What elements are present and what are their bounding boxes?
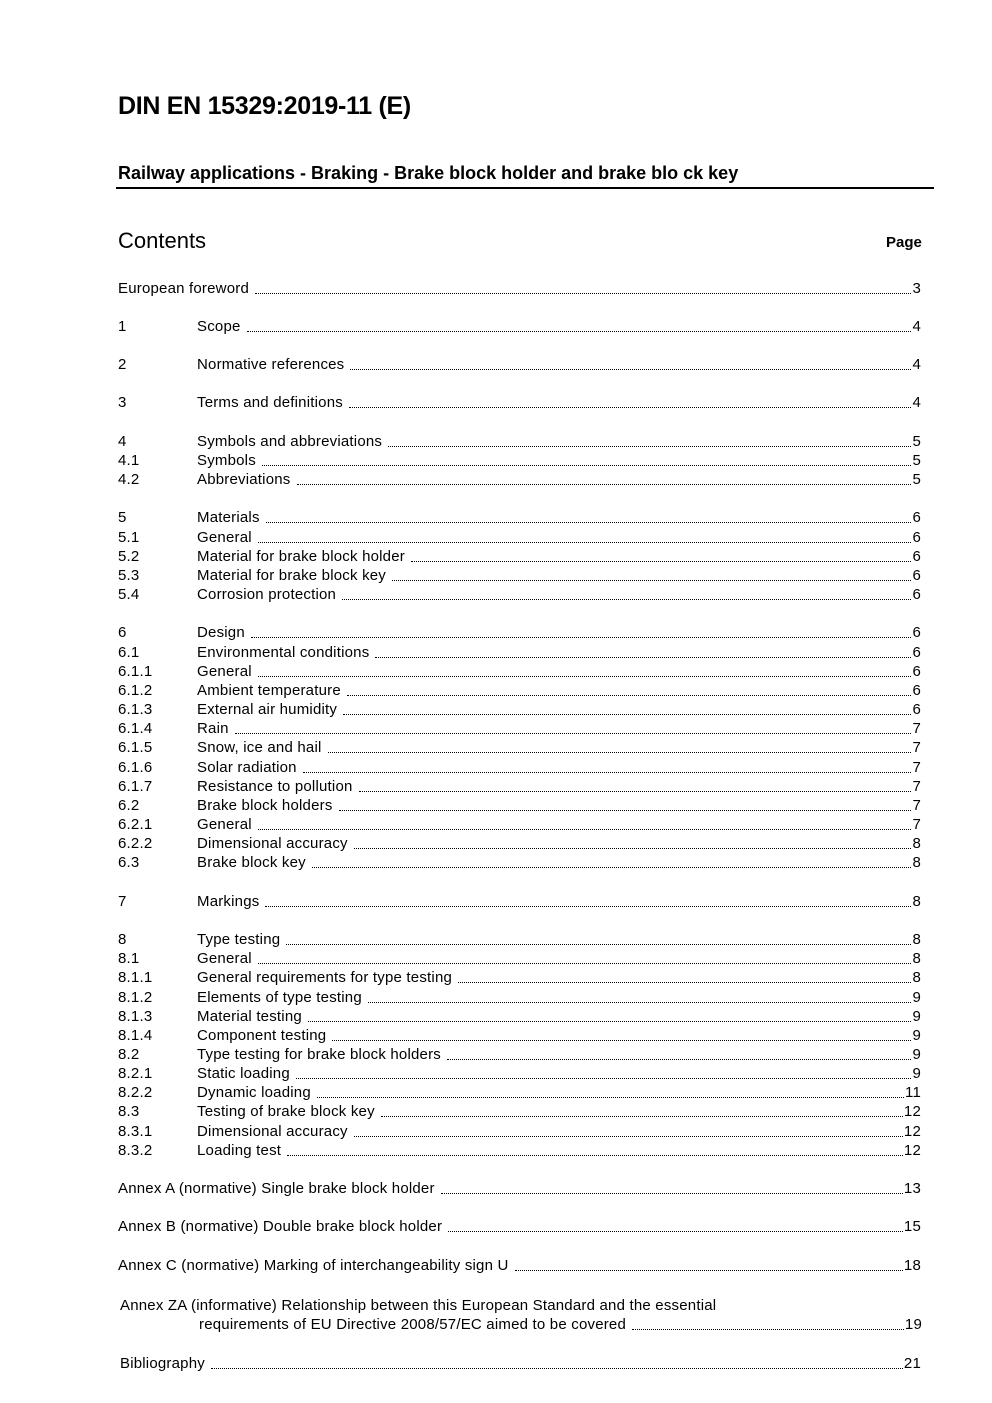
toc-entry-number: 8.2.2 [118,1084,153,1101]
toc-entry-text: Terms and definitions [197,394,343,411]
dot-leader [266,522,912,523]
document-id: DIN EN 15329:2019-11 (E) [118,92,411,120]
toc-entry-number: 6.3 [118,854,140,871]
toc-entry-page: 6 [912,548,921,565]
dot-leader [347,695,912,696]
toc-entry-number: 6.2 [118,797,140,814]
dot-leader [251,637,912,638]
toc-entry-number: 6.1.3 [118,701,153,718]
toc-entry[interactable] [118,949,921,969]
toc-entry-number: 6.1.2 [118,682,153,699]
toc-entry-annex-za-continuation[interactable] [199,1315,922,1335]
toc-entry-page: 6 [912,529,921,546]
toc-entry-page: 8 [912,854,921,871]
toc-entry[interactable] [118,930,921,950]
toc-entry-text: Symbols [197,452,256,469]
dot-leader [368,1002,912,1003]
toc-entry-number: 6.1 [118,644,140,661]
dot-leader [354,1136,903,1137]
dot-leader [247,331,912,332]
toc-entry-number: 7 [118,893,127,910]
dot-leader [441,1193,903,1194]
toc-entry-text: Brake block holders [197,797,333,814]
toc-entry[interactable] [118,547,921,567]
toc-entry-text: Dynamic loading [197,1084,311,1101]
toc-entry-page: 8 [912,931,921,948]
toc-entry[interactable] [118,470,921,490]
toc-entry-page: 9 [912,1008,921,1025]
toc-entry-text: requirements of EU Directive 2008/57/EC aimed to be covered [199,1316,627,1333]
toc-entry-number: 6.1.6 [118,759,153,776]
toc-entry-page: 7 [912,797,921,814]
dot-leader [312,867,912,868]
toc-entry[interactable] [118,700,921,720]
dot-leader [308,1021,912,1022]
toc-entry-text: Snow, ice and hail [197,739,322,756]
toc-entry-number: 6.1.4 [118,720,153,737]
toc-entry-text: Type testing for brake block holders [197,1046,441,1063]
toc-entry[interactable] [118,758,921,778]
toc-entry-text: Markings [197,893,260,910]
toc-entry[interactable] [118,1141,921,1161]
toc-entry-text: Ambient temperature [197,682,341,699]
toc-entry-number: 6 [118,624,127,641]
toc-entry[interactable] [118,623,921,643]
toc-entry[interactable] [118,738,921,758]
dot-leader [375,657,911,658]
toc-entry-text: Elements of type testing [197,989,362,1006]
toc-entry[interactable] [118,719,921,739]
toc-entry-page: 4 [912,394,921,411]
toc-entry[interactable] [118,1217,921,1237]
dot-leader [317,1097,904,1098]
toc-entry-text: Resistance to pollution [197,778,353,795]
dot-leader [359,791,912,792]
toc-entry-number: 4 [118,433,127,450]
toc-entry-page: 7 [912,759,921,776]
dot-leader [258,963,912,964]
toc-entry-text: Environmental conditions [197,644,370,661]
toc-entry[interactable] [118,528,921,548]
toc-entry-annex-za[interactable]: Annex ZA (informative) Relationship between this European Standard and the essential [120,1297,717,1314]
toc-entry[interactable] [118,317,921,337]
toc-entry[interactable] [118,1256,921,1276]
toc-entry-page: 6 [912,644,921,661]
toc-entry-page: 4 [912,356,921,373]
toc-entry-page: 7 [912,720,921,737]
toc-entry-text: General [197,816,252,833]
dot-leader [262,465,912,466]
toc-entry[interactable] [118,662,921,682]
toc-entry[interactable] [118,508,921,528]
dot-leader [349,407,912,408]
toc-entry[interactable] [118,1122,921,1142]
toc-entry-text: Material testing [197,1008,302,1025]
toc-entry[interactable] [118,1064,921,1084]
toc-entry-number: 8.2.1 [118,1065,153,1082]
toc-entry-page: 7 [912,778,921,795]
toc-entry-page: 9 [912,989,921,1006]
toc-entry[interactable] [118,279,921,299]
dot-leader [343,714,911,715]
toc-entry-number: 8.1.2 [118,989,153,1006]
toc-entry-number: 8.1.3 [118,1008,153,1025]
dot-leader [265,906,911,907]
toc-entry-number: 6.2.1 [118,816,153,833]
dot-leader [515,1270,903,1271]
dot-leader [350,369,911,370]
toc-entry-text: Bibliography [120,1355,205,1372]
toc-entry-page: 6 [912,509,921,526]
toc-entry-number: 4.2 [118,471,140,488]
dot-leader [332,1040,911,1041]
dot-leader [211,1368,903,1369]
dot-leader [632,1329,904,1330]
dot-leader [258,676,912,677]
toc-entry-number: 2 [118,356,127,373]
toc-entry-page: 4 [912,318,921,335]
toc-entry-number: 8.3 [118,1103,140,1120]
toc-entry-page: 7 [912,739,921,756]
toc-entry-page: 13 [903,1180,921,1197]
toc-entry-page: 8 [912,893,921,910]
toc-entry-text: General [197,950,252,967]
toc-entry-page: 11 [905,1084,921,1101]
dot-leader [297,484,912,485]
toc-entry[interactable] [118,1179,921,1199]
toc-entry[interactable] [118,681,921,701]
document-title: Railway applications - Braking - Brake block holder and brake blo ck key [118,163,739,183]
toc-entry-text: Annex B (normative) Double brake block holder [118,1218,443,1235]
toc-entry-text: Dimensional accuracy [197,835,348,852]
toc-entry-page: 9 [912,1065,921,1082]
toc-entry-text: External air humidity [197,701,338,718]
toc-entry-page: 6 [912,682,921,699]
toc-entry-page: 15 [903,1218,921,1235]
toc-entry-page: 6 [912,624,921,641]
toc-entry[interactable] [118,796,921,816]
toc-entry-text: Materials [197,509,260,526]
toc-entry-page: 21 [903,1355,921,1372]
toc-entry[interactable] [118,1007,921,1027]
dot-leader [448,1231,903,1232]
toc-entry-page: 9 [912,1046,921,1063]
dot-leader [411,561,911,562]
toc-entry-text: Component testing [197,1027,327,1044]
toc-entry-number: 1 [118,318,127,335]
toc-entry-text: Material for brake block key [197,567,387,584]
toc-entry-number: 8.3.2 [118,1142,153,1159]
toc-entry-page: 6 [912,701,921,718]
toc-entry-page: 18 [903,1257,921,1274]
toc-entry-number: 3 [118,394,127,411]
contents-heading: Contents [118,228,207,253]
dot-leader [296,1078,912,1079]
toc-entry-page: 8 [912,950,921,967]
toc-entry-text: Material for brake block holder [197,548,405,565]
toc-entry-number: 5.1 [118,529,140,546]
toc-entry[interactable] [118,1026,921,1046]
toc-entry-text: Normative references [197,356,345,373]
dot-leader [328,752,912,753]
toc-entry-number: 6.1.7 [118,778,153,795]
dot-leader [339,810,912,811]
toc-entry[interactable] [118,815,921,835]
toc-entry-page: 5 [912,471,921,488]
toc-entry-text: Corrosion protection [197,586,337,603]
toc-entry-page: 8 [912,969,921,986]
title-divider [116,187,934,189]
dot-leader [354,848,912,849]
toc-entry-number: 5.4 [118,586,140,603]
toc-entry-text: Scope [197,318,241,335]
toc-entry-number: 6.1.1 [118,663,153,680]
toc-entry-text: Testing of brake block key [197,1103,375,1120]
toc-entry-text: General [197,663,252,680]
toc-entry-text: Symbols and abbreviations [197,433,383,450]
toc-entry-text: Solar radiation [197,759,297,776]
toc-entry-number: 5.2 [118,548,140,565]
toc-entry-bibliography[interactable] [120,1354,921,1374]
toc-entry[interactable] [118,432,921,452]
dot-leader [458,982,911,983]
toc-entry-page: 6 [912,586,921,603]
toc-entry[interactable] [118,643,921,663]
toc-entry[interactable] [118,968,921,988]
toc-entry-text: European foreword [118,280,249,297]
toc-entry[interactable] [118,451,921,471]
dot-leader [381,1116,903,1117]
toc-entry-page: 3 [912,280,921,297]
toc-entry-text: Dimensional accuracy [197,1123,348,1140]
toc-entry-page: 12 [903,1142,921,1159]
toc-entry[interactable] [118,853,921,873]
toc-entry[interactable] [118,1045,921,1065]
toc-entry-text: Static loading [197,1065,290,1082]
toc-entry-number: 8.1.4 [118,1027,153,1044]
dot-leader [388,446,911,447]
toc-entry[interactable] [118,777,921,797]
dot-leader [255,293,911,294]
toc-entry[interactable] [118,1083,921,1103]
toc-entry-number: 8.3.1 [118,1123,153,1140]
toc-entry-text: Annex A (normative) Single brake block holder [118,1180,435,1197]
dot-leader [287,1155,903,1156]
toc-entry-text: Annex C (normative) Marking of interchangeability sign U [118,1257,509,1274]
toc-entry-page: 8 [912,835,921,852]
toc-entry-number: 8.1 [118,950,140,967]
page-column-label: Page [886,234,922,251]
toc-entry-page: 6 [912,663,921,680]
toc-entry-page: 5 [912,433,921,450]
toc-entry-text: Design [197,624,245,641]
dot-leader [258,829,912,830]
toc-entry-page: 6 [912,567,921,584]
toc-entry[interactable] [118,1102,921,1122]
toc-entry[interactable] [118,585,921,605]
toc-entry-number: 5.3 [118,567,140,584]
toc-entry-number: 8.2 [118,1046,140,1063]
toc-entry-number: 6.1.5 [118,739,153,756]
toc-entry-page: 9 [912,1027,921,1044]
toc-entry-text: Loading test [197,1142,282,1159]
dot-leader [286,944,911,945]
toc-entry-number: 5 [118,509,127,526]
toc-entry-page: 19 [904,1316,922,1333]
toc-entry-text: Abbreviations [197,471,291,488]
toc-entry-page: 12 [903,1103,921,1120]
toc-entry-page: 5 [912,452,921,469]
toc-entry[interactable] [118,566,921,586]
dot-leader [303,772,912,773]
toc-entry-page: 7 [912,816,921,833]
toc-entry[interactable] [118,355,921,375]
toc-entry[interactable] [118,988,921,1008]
toc-entry-page: 12 [903,1123,921,1140]
toc-entry[interactable] [118,892,921,912]
dot-leader [447,1059,911,1060]
toc-entry[interactable] [118,834,921,854]
dot-leader [342,599,911,600]
toc-entry-text: General [197,529,252,546]
dot-leader [258,542,912,543]
toc-entry-text: Brake block key [197,854,306,871]
dot-leader [235,733,912,734]
toc-entry-number: 8 [118,931,127,948]
toc-entry-text: Rain [197,720,229,737]
dot-leader [392,580,911,581]
toc-entry[interactable] [118,393,921,413]
toc-entry-text: General requirements for type testing [197,969,453,986]
toc-entry-number: 6.2.2 [118,835,153,852]
toc-entry-number: 8.1.1 [118,969,153,986]
toc-entry-number: 4.1 [118,452,140,469]
toc-entry-text: Type testing [197,931,281,948]
